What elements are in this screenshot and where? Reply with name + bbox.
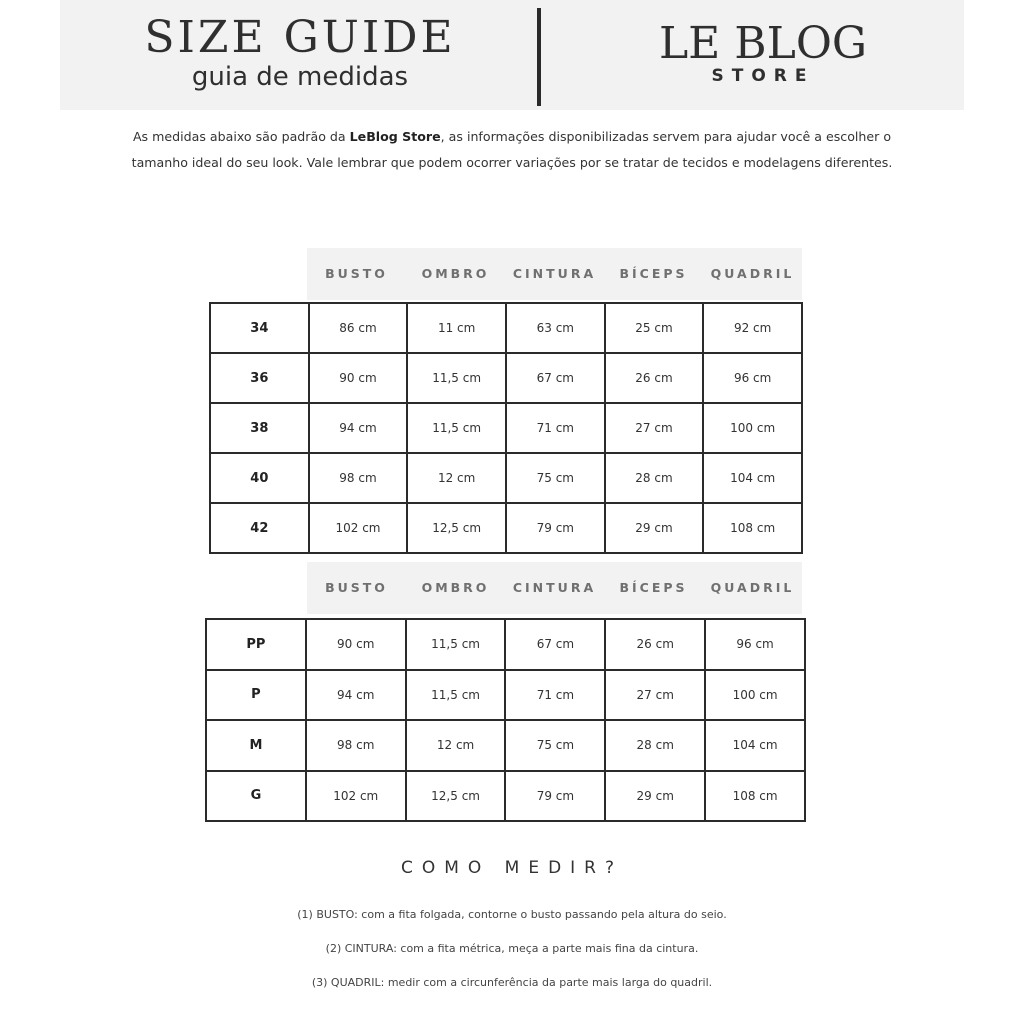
intro-brand: LeBlog Store xyxy=(349,129,441,144)
size-label-cell: 42 xyxy=(210,503,309,553)
size-label-cell: M xyxy=(206,720,306,771)
size-label-cell: P xyxy=(206,670,306,721)
size-label-cell: 38 xyxy=(210,403,309,453)
measurement-cell: 104 cm xyxy=(705,720,805,771)
intro-text xyxy=(60,124,964,176)
table-row xyxy=(210,403,802,453)
measurement-cell: 29 cm xyxy=(605,771,705,822)
measurement-cell: 90 cm xyxy=(309,353,408,403)
how-to-measure-title: COMO MEDIR? xyxy=(400,858,624,878)
size-label-cell: 40 xyxy=(210,453,309,503)
measurement-cell: 67 cm xyxy=(505,619,605,670)
measurement-cell: 26 cm xyxy=(605,619,705,670)
measurement-cell: 79 cm xyxy=(505,771,605,822)
measurement-cell: 79 cm xyxy=(506,503,605,553)
letter-table-header xyxy=(307,562,802,614)
measurement-cell: 67 cm xyxy=(506,353,605,403)
measurement-cell: 12 cm xyxy=(406,720,506,771)
measurement-cell: 26 cm xyxy=(605,353,704,403)
intro-line-1 xyxy=(60,124,964,150)
measurement-cell: 11 cm xyxy=(407,303,506,353)
table-row xyxy=(206,670,805,721)
measurement-cell: 11,5 cm xyxy=(407,353,506,403)
measurement-cell: 11,5 cm xyxy=(407,403,506,453)
measurement-cell: 27 cm xyxy=(605,403,704,453)
measurement-cell: 25 cm xyxy=(605,303,704,353)
measurement-cell: 12,5 cm xyxy=(407,503,506,553)
table-row xyxy=(210,353,802,403)
table-row xyxy=(210,503,802,553)
measurement-cell: 90 cm xyxy=(306,619,406,670)
measurement-cell: 28 cm xyxy=(605,453,704,503)
measurement-cell: 102 cm xyxy=(309,503,408,553)
column-header-biceps: BÍCEPS xyxy=(619,580,688,595)
table-row xyxy=(206,720,805,771)
measurement-cell: 27 cm xyxy=(605,670,705,721)
brand-logo-sub: STORE xyxy=(711,66,815,86)
how-to-item-busto: (1) BUSTO: com a fita folgada, contorne o busto passando pela altura do seio. xyxy=(297,908,727,921)
size-label-cell: G xyxy=(206,771,306,822)
intro-line-1-start: As medidas abaixo são padrão da xyxy=(132,129,350,144)
measurement-cell: 108 cm xyxy=(703,503,802,553)
measurement-cell: 100 cm xyxy=(703,403,802,453)
letter-size-table xyxy=(0,562,1024,824)
numeric-size-grid xyxy=(209,302,803,554)
measurement-cell: 75 cm xyxy=(506,453,605,503)
header-banner xyxy=(60,0,964,110)
column-header-quadril: QUADRIL xyxy=(710,266,795,281)
header-divider xyxy=(537,8,541,106)
measurement-cell: 75 cm xyxy=(505,720,605,771)
brand-logo-name: LE BLOG xyxy=(658,18,868,69)
measurement-cell: 86 cm xyxy=(309,303,408,353)
table-row xyxy=(206,771,805,822)
measurement-cell: 11,5 cm xyxy=(406,619,506,670)
measurement-cell: 100 cm xyxy=(705,670,805,721)
measurement-cell: 71 cm xyxy=(505,670,605,721)
how-to-item-quadril: (3) QUADRIL: medir com a circunferência da parte mais larga do quadril. xyxy=(311,976,713,989)
column-header-ombro: OMBRO xyxy=(421,266,490,281)
column-header-busto: BUSTO xyxy=(325,580,388,595)
measurement-cell: 94 cm xyxy=(306,670,406,721)
measurement-cell: 102 cm xyxy=(306,771,406,822)
letter-size-grid xyxy=(205,618,806,822)
numeric-size-table xyxy=(0,248,1024,558)
measurement-cell: 12,5 cm xyxy=(406,771,506,822)
intro-line-2: tamanho ideal do seu look. Vale lembrar que podem ocorrer variações por se tratar de tecidos e modelagens diferentes. xyxy=(131,155,893,170)
column-header-busto: BUSTO xyxy=(325,266,388,281)
measurement-cell: 108 cm xyxy=(705,771,805,822)
table-row xyxy=(210,303,802,353)
measurement-cell: 96 cm xyxy=(703,353,802,403)
measurement-cell: 11,5 cm xyxy=(406,670,506,721)
size-label-cell: 34 xyxy=(210,303,309,353)
table-row xyxy=(206,619,805,670)
measurement-cell: 98 cm xyxy=(309,453,408,503)
measurement-cell: 63 cm xyxy=(506,303,605,353)
measurement-cell: 12 cm xyxy=(407,453,506,503)
how-to-item-cintura: (2) CINTURA: com a fita métrica, meça a parte mais fina da cintura. xyxy=(325,942,699,955)
measurement-cell: 104 cm xyxy=(703,453,802,503)
table-row xyxy=(210,453,802,503)
page-title: SIZE GUIDE xyxy=(144,12,456,63)
measurement-cell: 29 cm xyxy=(605,503,704,553)
measurement-cell: 98 cm xyxy=(306,720,406,771)
size-label-cell: PP xyxy=(206,619,306,670)
intro-line-1-end: , as informações disponibilizadas servem para ajudar você a escolher o xyxy=(440,129,892,144)
numeric-table-header xyxy=(307,248,802,300)
measurement-cell: 92 cm xyxy=(703,303,802,353)
column-header-cintura: CINTURA xyxy=(512,266,597,281)
size-label-cell: 36 xyxy=(210,353,309,403)
measurement-cell: 28 cm xyxy=(605,720,705,771)
measurement-cell: 71 cm xyxy=(506,403,605,453)
page-subtitle: guia de medidas xyxy=(191,62,409,92)
column-header-ombro: OMBRO xyxy=(421,580,490,595)
column-header-quadril: QUADRIL xyxy=(710,580,795,595)
measurement-cell: 94 cm xyxy=(309,403,408,453)
column-header-cintura: CINTURA xyxy=(512,580,597,595)
column-header-biceps: BÍCEPS xyxy=(619,266,688,281)
measurement-cell: 96 cm xyxy=(705,619,805,670)
